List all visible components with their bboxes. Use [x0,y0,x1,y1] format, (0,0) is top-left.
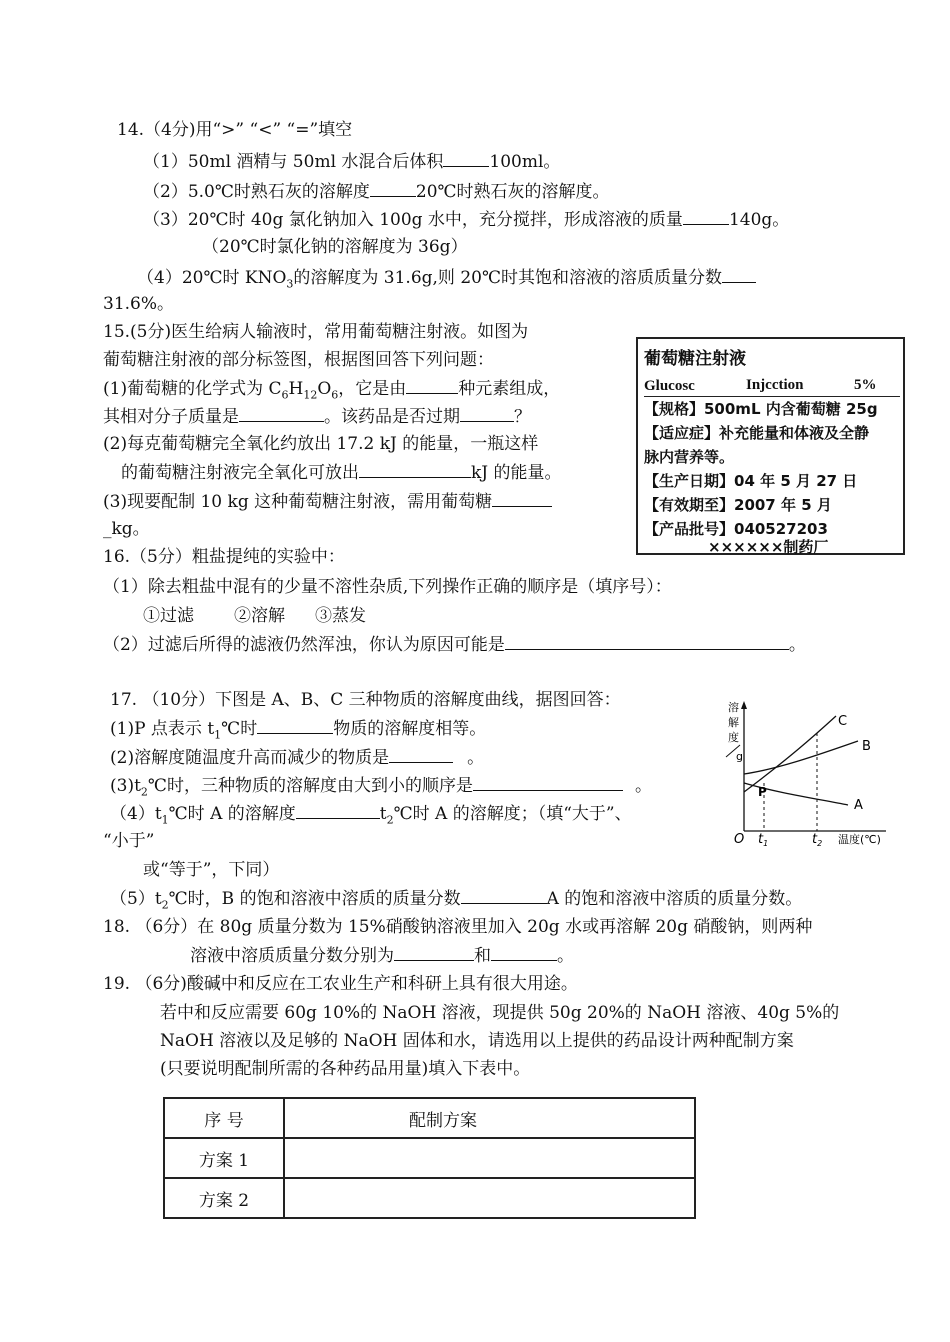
answer-blank[interactable] [505,633,789,650]
table-row [164,1138,695,1178]
q17-item-4: $(4)t_1℃$时 A 的溶解度 $t_2℃$时 A 的溶解度；（填“大于”、 [110,804,632,827]
label-expiry-date: 【有效期至】2007 年 5 月 [644,496,832,514]
q16-heading: 16.（5分）粗盐提纯的实验中： [103,547,345,567]
answer-blank[interactable] [461,887,547,904]
label-injection-text: Injcction [746,377,804,393]
q14-item-2: （2）5.0℃时熟石灰的溶解度 20℃时熟石灰的溶解度。 [143,182,610,202]
label-indication-2: 脉内营养等。 [644,448,735,466]
q16-options: ①过滤 ②溶解 ③蒸发 [143,606,366,626]
label-batch-number: 【产品批号】040527203 [644,520,828,538]
answer-blank[interactable] [683,208,729,225]
q14-item-3-note: （20℃时氯化钠的溶解度为 36g） [202,237,468,257]
answer-blank[interactable] [296,802,380,819]
q17-item-1: (1)P 点表示 $t_1℃$时 物质的溶解度相等。 [110,719,487,742]
answer-blank[interactable] [406,377,458,394]
table-cell: 方案 1 [164,1138,284,1178]
q15-line-8: _kg。 [103,519,150,539]
answer-blank[interactable] [389,746,453,763]
answer-blank[interactable] [239,405,324,422]
glucose-label [636,337,905,555]
q15-line-5: (2)每克葡萄糖完全氧化约放出 17.2 kJ 的能量，一瓶这样 [103,434,539,454]
answer-blank[interactable] [492,490,552,507]
y-label-2: 解 [728,716,739,729]
label-indication-1: 【适应症】补充能量和体液及全静 [644,424,870,442]
q16-item-1: （1）除去粗盐中混有的少量不溶性杂质,下列操作正确的顺序是（填序号）： [103,577,672,597]
q19-line-3: NaOH 溶液以及足够的 NaOH 固体和水，请选用以上提供的药品设计两种配制方案 [160,1031,794,1051]
answer-blank[interactable] [443,150,489,167]
label-name-line [644,375,900,397]
label-production-date: 【生产日期】04 年 5 月 27 日 [644,472,858,490]
label-manufacturer: ××××××制药厂 [708,538,829,556]
q16-item-2: （2）过滤后所得的滤液仍然浑浊，你认为原因可能是 。 [103,635,806,655]
table-header-cell: 配制方案 [284,1098,695,1138]
q14-item-3: （3）20℃时 40g 氯化钠加入 100g 水中，充分搅拌，形成溶液的质量 140g。 [143,210,790,230]
label-title: 葡萄糖注射液 [644,349,746,369]
q18-line-2: 溶液中溶质质量分数分别为 和 。 [190,946,574,966]
q14-item-4: （4）20℃时 $KNO_3$的溶解度为 31.6g,则 20℃时其饱和溶液的溶质质量分数 [137,266,756,295]
q17-heading: 17. （10分）下图是 A、B、C 三种物质的溶解度曲线，据图回答： [110,690,621,710]
t2-label: $t_2$ [812,832,823,848]
q15-line-4: 其相对分子质量是 。该药品是否过期 ？ [103,407,531,427]
solubility-curve-graph [718,697,900,849]
q18-line-1: 18. （6分）在 80g 质量分数为 15%硝酸钠溶液里加入 20g 水或再溶解 20g 硝酸钠，则两种 [103,917,813,937]
origin-label: O [734,832,745,847]
answer-blank[interactable] [257,717,333,734]
q19-line-4: (只要说明配制所需的各种药品用量)填入下表中。 [160,1059,531,1079]
answer-blank[interactable] [370,180,416,197]
q15-line-1: 15.(5分)医生给病人输液时，常用葡萄糖注射液。如图为 [103,322,529,342]
q17-item-3: $(3)t_2℃$时，三种物质的溶解度由大到小的顺序是 。 [110,776,652,799]
point-p-label: P [758,785,767,799]
q19-line-1: 19. （6分)酸碱中和反应在工农业生产和科研上具有很大用途。 [103,974,578,994]
curve-c-label: C [838,714,848,729]
q17-item-4-cont: “小于” [103,831,155,851]
answer-blank[interactable] [460,405,514,422]
q17-item-2: (2)溶解度随温度升高而减少的物质是 。 [110,748,485,768]
scheme-table [163,1097,696,1219]
q14-item-1: （1）50ml 酒精与 50ml 水混合后体积 100ml。 [143,152,561,172]
answer-blank[interactable] [473,774,623,791]
y-label-3: 度 [728,731,739,744]
q17-item-4-cont-2: 或“等于”，下同） [143,860,280,880]
y-axis-arrow [741,701,747,709]
answer-blank[interactable] [359,461,471,478]
q19-line-2: 若中和反应需要 60g 10%的 NaOH 溶液，现提供 50g 20%的 NaOH 溶液、40g 5%的 [160,1003,840,1023]
scheme-answer-cell[interactable] [284,1138,695,1178]
q15-line-3: (1)葡萄糖的化学式为 $C_6H_{12}O_6$，它是由 种元素组成， [103,379,561,402]
curve-a-label: A [854,798,863,813]
x-axis-label: 温度(℃) [838,833,881,846]
answer-blank[interactable] [394,944,474,961]
answer-blank[interactable] [722,266,756,283]
q15-line-2: 葡萄糖注射液的部分标签图，根据图回答下列问题： [103,350,494,370]
q15-line-7: (3)现要配制 10 kg 这种葡萄糖注射液，需用葡萄糖 [103,490,552,513]
table-header-cell: 序 号 [164,1098,284,1138]
curve-b-label: B [862,739,871,754]
table-row [164,1178,695,1218]
t1-label: $t_1$ [758,832,769,848]
q14-heading: 14.（4分)用“>” “<” “=”填空 [117,120,353,140]
q17-item-5: $(5)t_2℃$时，B 的饱和溶液中溶质的质量分数 A 的饱和溶液中溶质的质量分数。 [110,889,803,912]
answer-blank[interactable] [491,944,557,961]
scheme-answer-cell[interactable] [284,1178,695,1218]
y-label-1: 溶 [728,701,739,714]
y-unit: g [736,750,743,763]
label-spec: 【规格】500mL 内含葡萄糖 25g [644,400,878,418]
curve-c [744,716,836,792]
label-glucose-text: Glucosc [644,378,695,394]
q14-item-4-cont: 31.6%。 [103,294,175,314]
q15-line-6: 的葡萄糖注射液完全氧化可放出 kJ 的能量。 [121,463,562,483]
table-header-row [164,1098,695,1138]
table-cell: 方案 2 [164,1178,284,1218]
label-percent-text: 5% [854,377,877,393]
